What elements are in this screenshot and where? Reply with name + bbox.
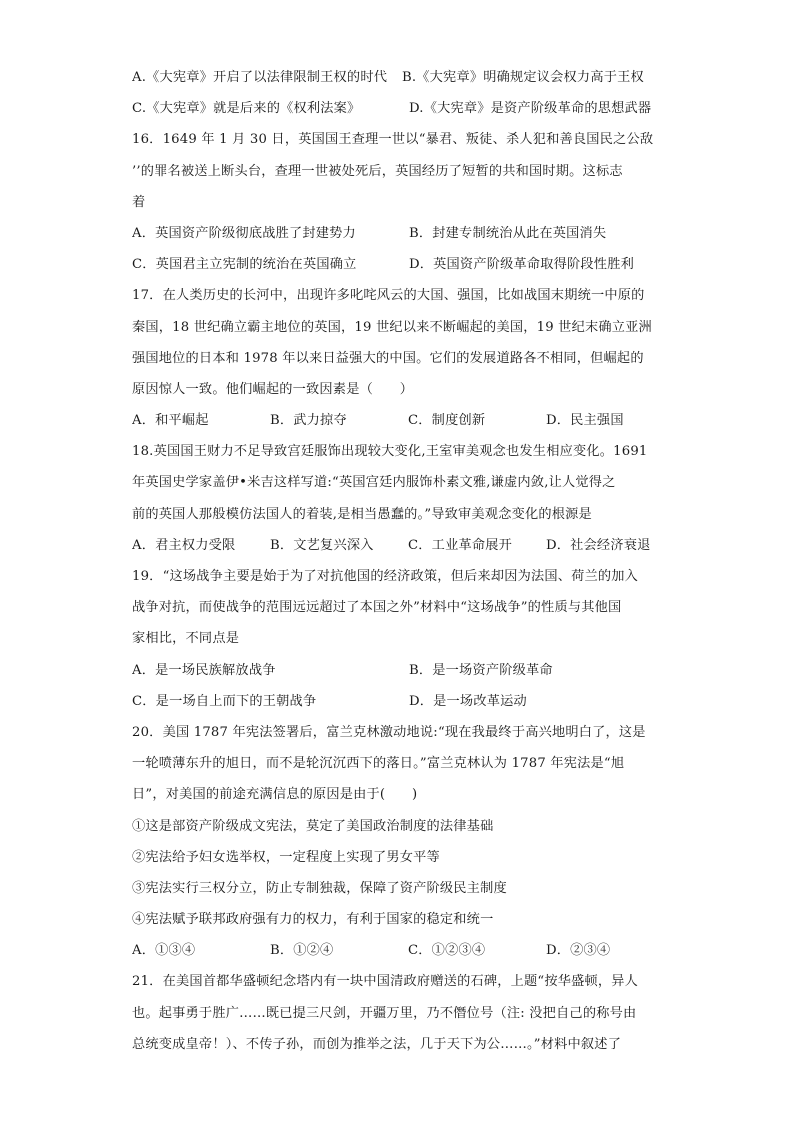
q18-options-row (132, 530, 662, 561)
q17-option-c[interactable]: C．制度创新 (408, 413, 486, 429)
q16-stem-line: 着 (132, 194, 146, 210)
q20-stem-line: 20．美国 1787 年宪法签署后，富兰克林激动地说:“现在我最终于高兴地明白了，这是 (132, 724, 646, 740)
q19-option-a[interactable]: A．是一场民族解放战争 (132, 662, 276, 678)
q19-stem-line: 家相比，不同点是 (132, 631, 240, 647)
q17-stem-line: 17．在人类历史的长河中，出现许多叱咤风云的大国、强国，比如战国末期统一中原的 (132, 288, 645, 304)
q20-statement: ④宪法赋予联邦政府强有力的权力，有利于国家的稳定和统一 (132, 912, 494, 928)
q16-option-d[interactable]: D．英国资产阶级革命取得阶段性胜利 (409, 257, 634, 273)
q17-option-b[interactable]: B．武力掠夺 (270, 413, 347, 429)
q20-stem-line: 日”，对美国的前途充满信息的原因是由于( ) (132, 787, 418, 803)
q18-option-b[interactable]: B．文艺复兴深入 (270, 537, 374, 553)
q17-option-a[interactable]: A．和平崛起 (132, 413, 209, 429)
q19-options-row-2 (132, 686, 662, 717)
q21-stem-line: 21．在美国首都华盛顿纪念塔内有一块中国清政府赠送的石碑，上题“按华盛顿，异人 (132, 974, 639, 990)
q16-option-a[interactable]: A．英国资产阶级彻底战胜了封建势力 (132, 225, 356, 241)
q20-statement: ③宪法实行三权分立，防止专制独裁，保障了资产阶级民主制度 (132, 880, 507, 896)
q20-options-row (132, 935, 662, 966)
q17-options-row (132, 405, 662, 436)
q16-option-b[interactable]: B．封建专制统治从此在英国消失 (409, 225, 607, 241)
q21-stem-line: 也。起事勇于胜广……既已提三尺剑，开疆万里，乃不僭位号（注: 没把自己的称号由 (132, 1005, 637, 1021)
q20-statement: ②宪法给予妇女选举权，一定程度上实现了男女平等 (132, 849, 440, 865)
q17-option-d[interactable]: D．民主强国 (546, 413, 624, 429)
q15-option-a[interactable]: A.《大宪章》开启了以法律限制王权的时代 (132, 70, 388, 85)
q16-option-c[interactable]: C．英国君主立宪制的统治在英国确立 (132, 257, 357, 273)
q20-option-d[interactable]: D．②③④ (546, 943, 611, 959)
q15-option-c[interactable]: C.《大宪章》就是后来的《权利法案》 (132, 101, 361, 117)
q15-options-row-1 (132, 62, 662, 93)
q16-stem-line: ’’的罪名被送上断头台，查理一世被处死后，英国经历了短暂的共和国时期。这标志 (132, 163, 623, 179)
q19-option-b[interactable]: B．是一场资产阶级革命 (409, 662, 553, 678)
q18-option-c[interactable]: C．工业革命展开 (408, 537, 513, 553)
q19-option-c[interactable]: C．是一场自上而下的王朝战争 (132, 693, 317, 709)
q19-option-d[interactable]: D．是一场改革运动 (409, 693, 527, 709)
q20-option-a[interactable]: A．①③④ (132, 943, 196, 959)
exam-page (132, 62, 662, 1060)
q15-option-b[interactable]: B.《大宪章》明确规定议会权力高于王权 (402, 70, 644, 85)
q17-stem-line: 强国地位的日本和 1978 年以来日益强大的中国。它们的发展道路各不相同，但崛起的 (132, 350, 644, 366)
q16-stem-line: 16．1649 年 1 月 30 日，英国国王查理一世以“暴君、叛徒、杀人犯和善良国民之公敌 (132, 132, 654, 148)
q20-option-c[interactable]: C．①②③④ (408, 943, 486, 959)
q15-options-row-2 (132, 93, 662, 124)
q18-stem-line: 前的英国人那般模仿法国人的着装,是相当愚蠢的。”导致审美观念变化的根源是 (132, 506, 592, 522)
q18-option-a[interactable]: A．君主权力受限 (132, 537, 236, 553)
q21-stem-line: 总统变成皇帝！）、不传子孙，而创为推举之法，几于天下为公……。”材料中叙述了 (132, 1036, 622, 1052)
q17-stem-line: 秦国，18 世纪确立霸主地位的英国，19 世纪以来不断崛起的美国，19 世纪末确立亚洲 (132, 319, 652, 335)
q19-stem-line: 战争对抗，而使战争的范围远远超过了本国之外”材料中“这场战争”的性质与其他国 (132, 600, 622, 616)
q17-stem-line: 原因惊人一致。他们崛起的一致因素是（ ） (132, 381, 414, 397)
q19-options-row-1 (132, 655, 662, 686)
q20-stem-line: 一轮喷薄东升的旭日，而不是轮沉沉西下的落日。”富兰克林认为 1787 年宪法是“旭 (132, 756, 625, 772)
q18-option-d[interactable]: D．社会经济衰退 (546, 537, 651, 553)
q20-statement: ①这是部资产阶级成文宪法，莫定了美国政治制度的法律基础 (132, 818, 494, 834)
q18-stem-line: 年英国史学家盖伊•米吉这样写道:“英国宫廷内服饰朴素文雅,谦虚内敛,让人觉得之 (132, 475, 616, 491)
q18-stem-line: 18.英国国王财力不足导致宫廷服饰出现较大变化,王室审美观念也发生相应变化。1691 (132, 444, 648, 460)
q15-option-d[interactable]: D.《大宪章》是资产阶级革命的思想武器 (409, 101, 652, 117)
q20-option-b[interactable]: B．①②④ (270, 943, 334, 959)
q16-options-row-1 (132, 218, 662, 249)
q19-stem-line: 19．“这场战争主要是始于为了对抗他国的经济政策，但后来却因为法国、荷兰的加入 (132, 569, 639, 584)
q16-options-row-2 (132, 249, 662, 280)
